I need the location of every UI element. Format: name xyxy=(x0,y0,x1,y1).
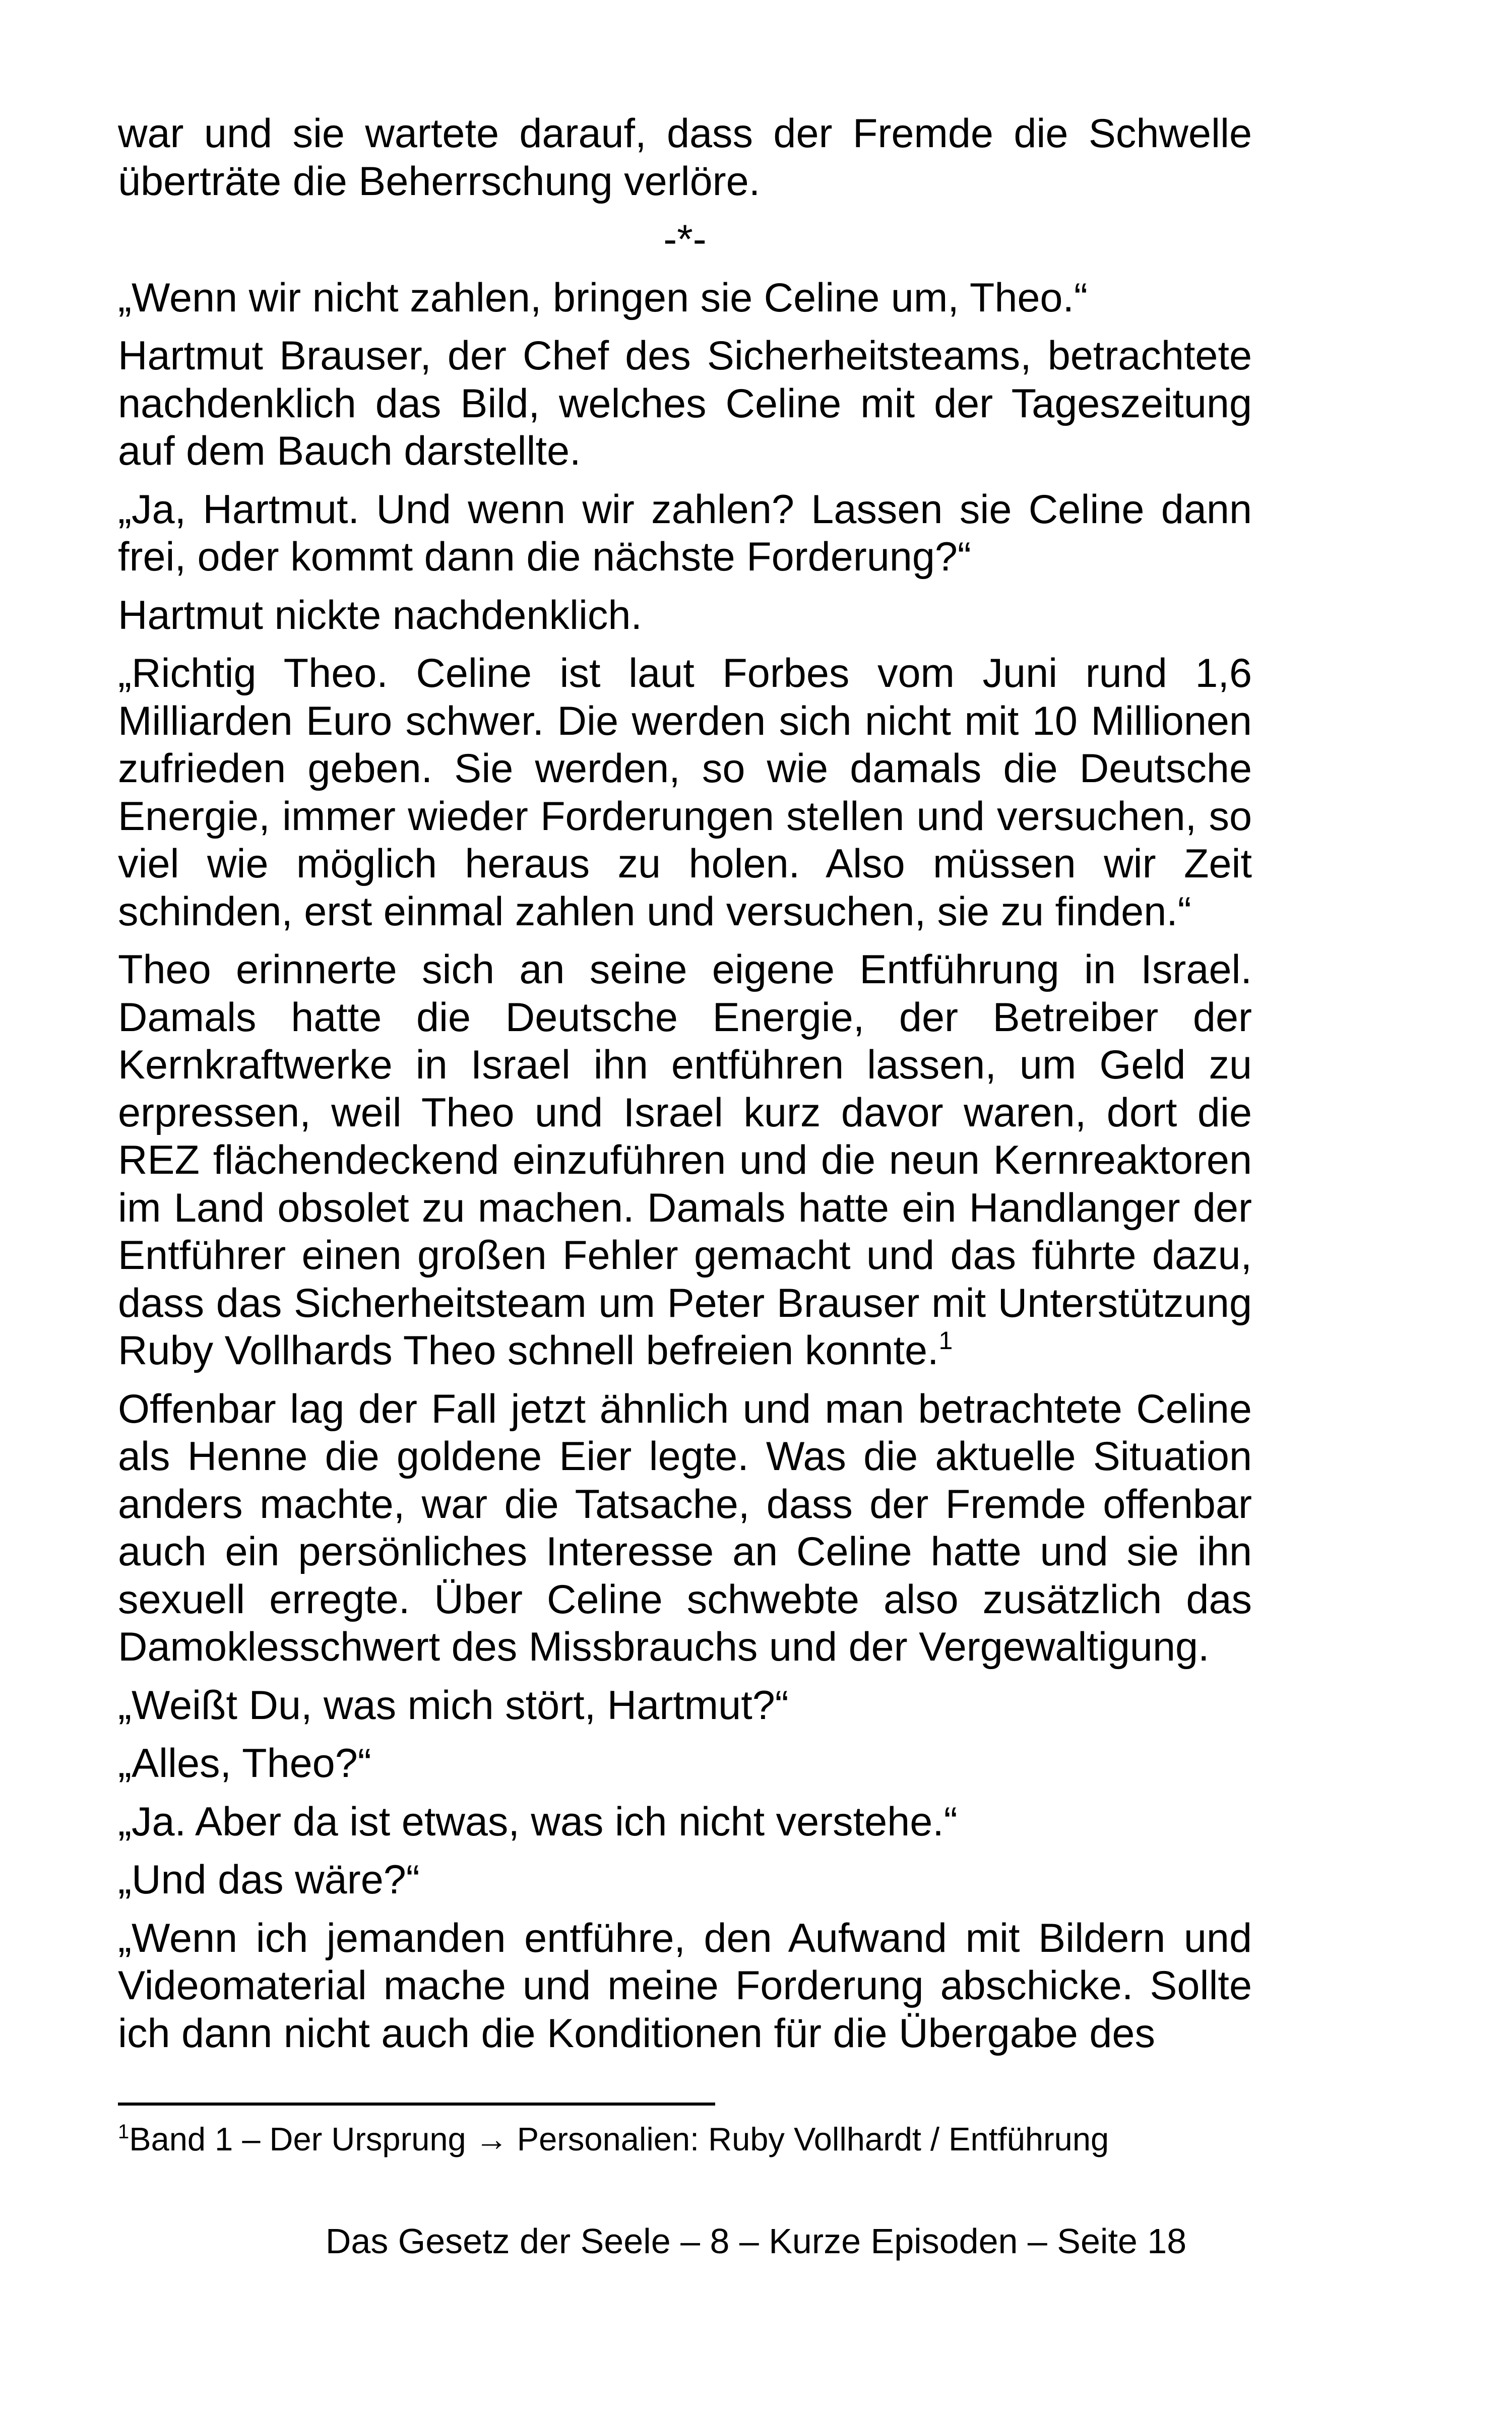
paragraph: war und sie wartete darauf, dass der Fremde die Schwelle überträte die Beherrschung verlöre. xyxy=(118,111,1252,204)
paragraph: Hartmut Brauser, der Chef des Sicherheitsteams, betrachtete nachdenklich das Bild, welches Celine mit der Tageszeitung auf dem Bauch darstellte. xyxy=(118,333,1252,474)
paragraph: „Wenn wir nicht zahlen, bringen sie Celine um, Theo.“ xyxy=(118,275,1088,321)
footnote xyxy=(118,2119,1109,2159)
paragraph-text: Theo erinnerte sich an seine eigene Entführung in Israel. Damals hatte die Deutsche Energie, der Betreiber der Kernkraftwerke in Israel ihn entführen lassen, um Geld zu erpressen, weil Theo und Israel kurz davor waren, dort die REZ flächendeckend einzuführen und die neun Kernreaktoren im Land obsolet zu machen. Damals hatte ein Handlanger der Entführer einen großen Fehler gemacht und das führte dazu, dass das Sicherheitsteam um Peter Brauser mit Unterstützung Ruby Vollhards Theo schnell befreien konnte. xyxy=(118,947,1252,1373)
paragraph: „Richtig Theo. Celine ist laut Forbes vom Juni rund 1,6 Milliarden Euro schwer. Die werden sich nicht mit 10 Millionen zufrieden geben. Sie werden, so wie damals die Deutsche Energie, immer wieder Forderungen stellen und versuchen, so viel wie möglich heraus zu holen. Also müssen wir Zeit schinden, erst einmal zahlen und versuchen, sie zu finden.“ xyxy=(118,651,1252,934)
body-text xyxy=(118,110,1252,2068)
paragraph: „Ja. Aber da ist etwas, was ich nicht verstehe.“ xyxy=(118,1799,958,1844)
footnote-separator xyxy=(118,2103,715,2106)
paragraph: „Wenn ich jemanden entführe, den Aufwand mit Bildern und Videomaterial mache und meine Forderung abschicke. Sollte ich dann nicht auch die Konditionen für die Übergabe des xyxy=(118,1915,1252,2056)
paragraph: „Weißt Du, was mich stört, Hartmut?“ xyxy=(118,1682,789,1728)
footnote-text: Band 1 – Der Ursprung → Personalien: Ruby Vollhardt / Entführung xyxy=(129,2121,1109,2157)
paragraph: „Ja, Hartmut. Und wenn wir zahlen? Lassen sie Celine dann frei, oder kommt dann die nächste Forderung?“ xyxy=(118,486,1252,580)
page-footer: Das Gesetz der Seele – 8 – Kurze Episoden – Seite 18 xyxy=(325,2221,1187,2261)
footnote-number: 1 xyxy=(118,2121,130,2143)
paragraph: Offenbar lag der Fall jetzt ähnlich und man betrachtete Celine als Henne die goldene Eier legte. Was die aktuelle Situation anders machte, war die Tatsache, dass der Fremde offenbar auch ein persönliches Interesse an Celine hatte und sie ihn sexuell erregte. Über Celine schwebte also zusätzlich das Damoklesschwert des Missbrauchs und der Vergewaltigung. xyxy=(118,1386,1252,1670)
footnote-reference: 1 xyxy=(938,1326,953,1355)
scene-separator: -*- xyxy=(663,217,707,262)
paragraph: „Und das wäre?“ xyxy=(118,1857,420,1902)
paragraph: „Alles, Theo?“ xyxy=(118,1741,371,1786)
paragraph: Hartmut nickte nachdenklich. xyxy=(118,592,642,638)
paragraph-with-footnote xyxy=(118,946,1252,1375)
